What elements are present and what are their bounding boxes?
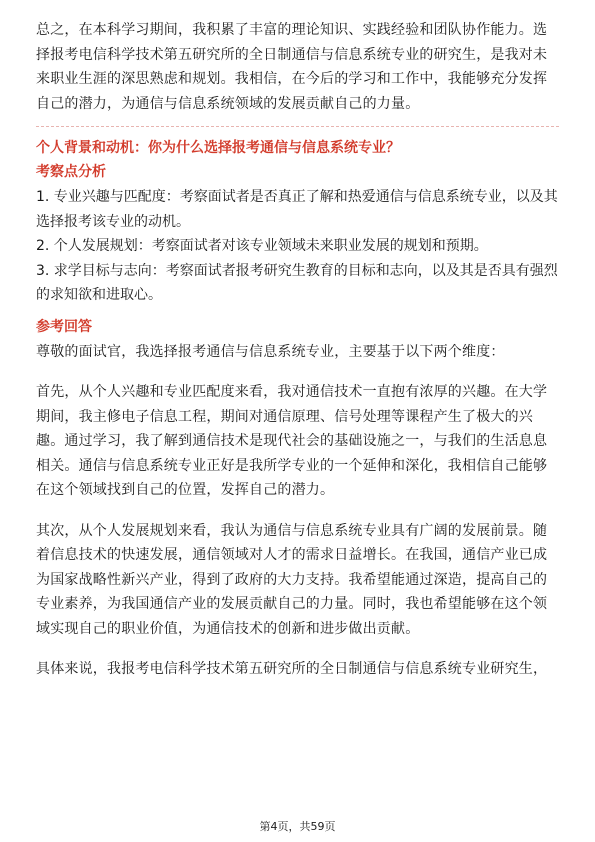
question-heading: 个人背景和动机：你为什么选择报考通信与信息系统专业？ bbox=[36, 140, 400, 156]
answer-paragraph: 首先，从个人兴趣和专业匹配度来看，我对通信技术一直抱有浓厚的兴趣。在大学期间，我主修电子信息工程，期间对通信原理、信号处理等课程产生了极大的兴趣。通过学习，我了解到通信技术是现代社会的基础设施之一，与我们的生活息息相关。通信与信息系统专业正好是我所学专业的一个延伸和深化，我相信自己能够在这个领域找到自己的位置，发挥自己的潜力。 bbox=[36, 384, 548, 498]
analysis-item: 1. 专业兴趣与匹配度：考察面试者是否真正了解和热爱通信与信息系统专业，以及其选择报考该专业的动机。 bbox=[36, 189, 558, 230]
answer-opening: 尊敬的面试官，我选择报考通信与信息系统专业，主要基于以下两个维度： bbox=[36, 343, 505, 360]
answer-heading: 参考回答 bbox=[36, 318, 92, 335]
analysis-item: 3. 求学目标与志向：考察面试者报考研究生教育的目标和志向，以及其是否具有强烈的求知欲和进取心。 bbox=[36, 262, 558, 303]
page-footer: 第4页，共59页 bbox=[259, 820, 336, 833]
intro-paragraph: 总之，在本科学习期间，我积累了丰富的理论知识、实践经验和团队协作能力。选择报考电信科学技术第五研究所的全日制通信与信息系统专业的研究生，是我对未来职业生涯的深思熟虑和规划。我相信，在今后的学习和工作中，我能够充分发挥自己的潜力，为通信与信息系统领域的发展贡献自己的力量。 bbox=[36, 22, 548, 112]
answer-paragraph: 具体来说，我报考电信科学技术第五研究所的全日制通信与信息系统专业研究生， bbox=[36, 661, 548, 677]
answer-paragraph: 其次，从个人发展规划来看，我认为通信与信息系统专业具有广阔的发展前景。随着信息技术的快速发展，通信领域对人才的需求日益增长。在我国，通信产业已成为国家战略性新兴产业，得到了政府的大力支持。我希望能通过深造，提高自己的专业素养，为我国通信产业的发展贡献自己的力量。同时，我也希望能够在这个领域实现自己的职业价值，为通信技术的创新和进步做出贡献。 bbox=[36, 522, 548, 637]
analysis-heading: 考察点分析 bbox=[36, 164, 106, 180]
section-divider bbox=[36, 126, 559, 127]
analysis-item: 2. 个人发展规划：考察面试者对该专业领域未来职业发展的规划和预期。 bbox=[36, 238, 488, 254]
document-page bbox=[36, 18, 559, 682]
